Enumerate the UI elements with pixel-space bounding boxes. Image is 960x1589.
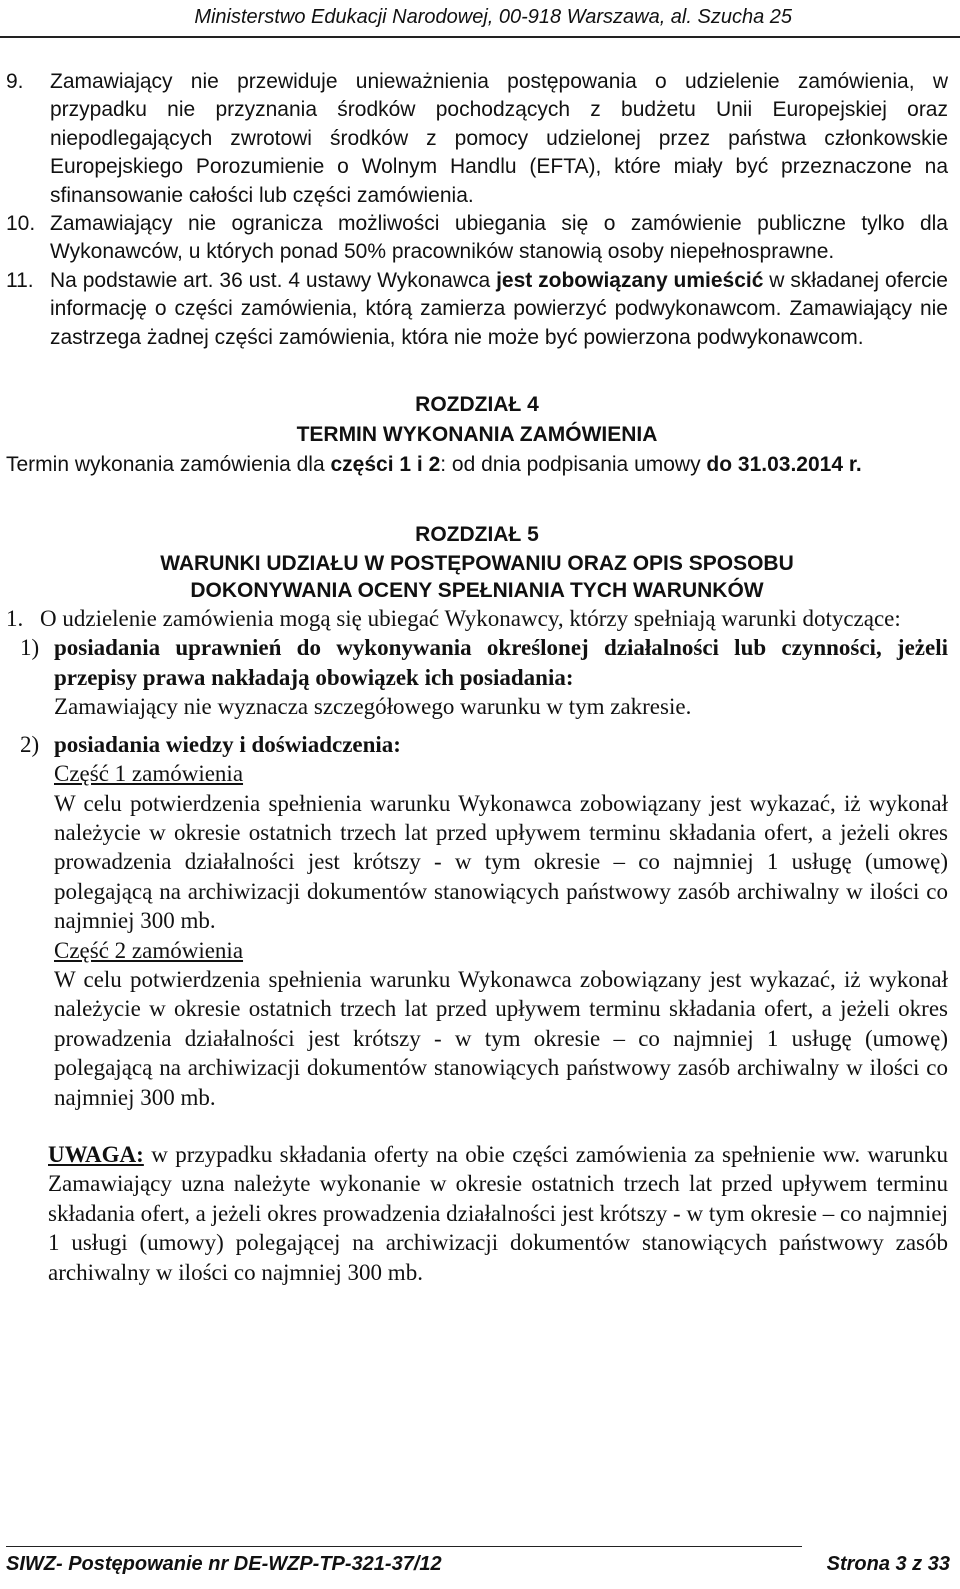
chapter-5-title-line-1: WARUNKI UDZIAŁU W POSTĘPOWANIU ORAZ OPIS SPOSOBU — [160, 552, 794, 576]
chapter-5-heading: ROZDZIAŁ 5 — [415, 523, 539, 547]
footer-divider — [6, 1546, 802, 1547]
part-1-text: W celu potwierdzenia spełnienia warunku Wykonawca zobowiązany jest wykazać, iż wykonał należycie w okresie ostatnich trzech lat przed upływem terminu składania ofert, a jeżeli okres prowadzenia działalności jest krótszy - w tym okresie – co najmniej 1 usługę (umowę) polegającą na archiwizacji dokumentów stanowiących państwowy zasób archiwalny w ilości co najmniej 300 mb. — [54, 790, 948, 934]
condition-2-title: posiadania wiedzy i doświadczenia: — [54, 731, 401, 757]
part-2-label: Część 2 zamówienia — [54, 937, 244, 963]
footer-page-number: Strona 3 z 33 — [826, 1553, 950, 1575]
condition-intro — [6, 604, 948, 633]
part-2-text: W celu potwierdzenia spełnienia warunku Wykonawca zobowiązany jest wykazać, iż wykonał należycie w okresie ostatnich trzech lat przed upływem terminu składania ofert, a jeżeli okres prowadzenia działalności jest krótszy - w tym okresie – co najmniej 1 usługę (umowę) polegającą na archiwizacji dokumentów stanowiących państwowy zasób archiwalny w ilości co najmniej 300 mb. — [54, 966, 948, 1110]
page-header — [0, 0, 960, 38]
item-text: Zamawiający nie ogranicza możliwości ubiegania się o zamówienie publiczne tylko dla Wykonawców, u których ponad 50% pracowników stanowią osoby niepełnosprawne. — [50, 212, 948, 264]
note-text: w przypadku składania oferty na obie części zamówienia za spełnienie ww. warunku Zamawiający uzna należyte wykonanie w okresie ostatnich trzech lat przed upływem terminu składania ofert, a jeżeli okres prowadzenia działalności jest krótszy - w tym okresie – co najmniej 1 usługi (umowy) polegającej na archiwizacji dokumentów stanowiących państwowy zasób archiwalny w ilości co najmniej 300 mb. — [48, 1141, 948, 1285]
deadline-text-mid: : od dnia podpisania umowy — [440, 453, 707, 477]
item-text: O udzielenie zamówienia mogą się ubiegać Wykonawcy, którzy spełniają warunki dotyczące: — [40, 606, 901, 632]
sub-text — [54, 633, 948, 721]
note — [48, 1140, 948, 1287]
section-previous-points — [6, 68, 948, 352]
list-item — [6, 267, 948, 352]
condition-1 — [20, 633, 948, 721]
item-text: Zamawiający nie przewiduje unieważnienia postępowania o udzielenie zamówienia, w przypadku nie przyznania środków pochodzących z budżetu Unii Europejskiej oraz niepodlegających zwrotowi środków z pomocy udzielonej przez państwa członkowskie Europejskiego Porozumienie o Wolnym Handlu (EFTA), które miały być przeznaczone na sfinansowanie całości lub części zamówienia. — [50, 70, 948, 207]
sub-text — [54, 730, 948, 1112]
note-label: UWAGA: — [48, 1141, 144, 1167]
condition-1-title: posiadania uprawnień do wykonywania określonej działalności lub czynności, jeżeli przepisy prawa nakładają obowiązek ich posiadania: — [54, 635, 948, 690]
deadline-date: do 31.03.2014 r. — [706, 453, 862, 477]
chapter-4-heading: ROZDZIAŁ 4 — [415, 393, 539, 417]
sub-number: 1) — [20, 635, 40, 661]
chapter-4-title: TERMIN WYKONANIA ZAMÓWIENIA — [296, 423, 658, 447]
list-item — [6, 68, 948, 210]
deadline-parts: części 1 i 2 — [330, 453, 441, 477]
page-footer — [6, 1548, 950, 1580]
deadline-text-start: Termin wykonania zamówienia dla — [6, 453, 331, 477]
header-text: Ministerstwo Edukacji Narodowej, 00-918 Warszawa, al. Szucha 25 — [194, 6, 792, 28]
item-text-start: Na podstawie art. 36 ust. 4 ustawy Wykonawca — [50, 268, 497, 292]
document-body — [6, 68, 948, 1287]
condition-2 — [20, 730, 948, 1112]
item-text — [50, 267, 948, 352]
list-item — [6, 210, 948, 267]
chapter-4 — [6, 390, 948, 480]
chapter-5 — [6, 520, 948, 1287]
sub-number: 2) — [20, 731, 40, 757]
chapter-5-title-line-2: DOKONYWANIA OCENY SPEŁNIANIA TYCH WARUNKÓW — [190, 579, 764, 603]
item-number: 10. — [6, 212, 36, 236]
item-text-end: w składanej ofercie informację o części zamówienia, którą zamierza powierzyć podwykonawcom. Zamawiający nie zastrzega żadnej części zamówienia, która nie może być powierzona podwykonawcom. — [50, 268, 948, 349]
item-text-bold: jest zobowiązany umieścić — [496, 268, 764, 292]
part-1-label: Część 1 zamówienia — [54, 761, 244, 787]
item-number: 11. — [6, 268, 34, 292]
condition-1-text: Zamawiający nie wyznacza szczegółowego warunku w tym zakresie. — [54, 694, 692, 720]
chapter-4-paragraph — [6, 450, 948, 480]
footer-document-id: SIWZ- Postępowanie nr DE-WZP-TP-321-37/12 — [6, 1553, 442, 1575]
item-number: 1. — [6, 606, 24, 632]
item-number: 9. — [6, 70, 24, 93]
